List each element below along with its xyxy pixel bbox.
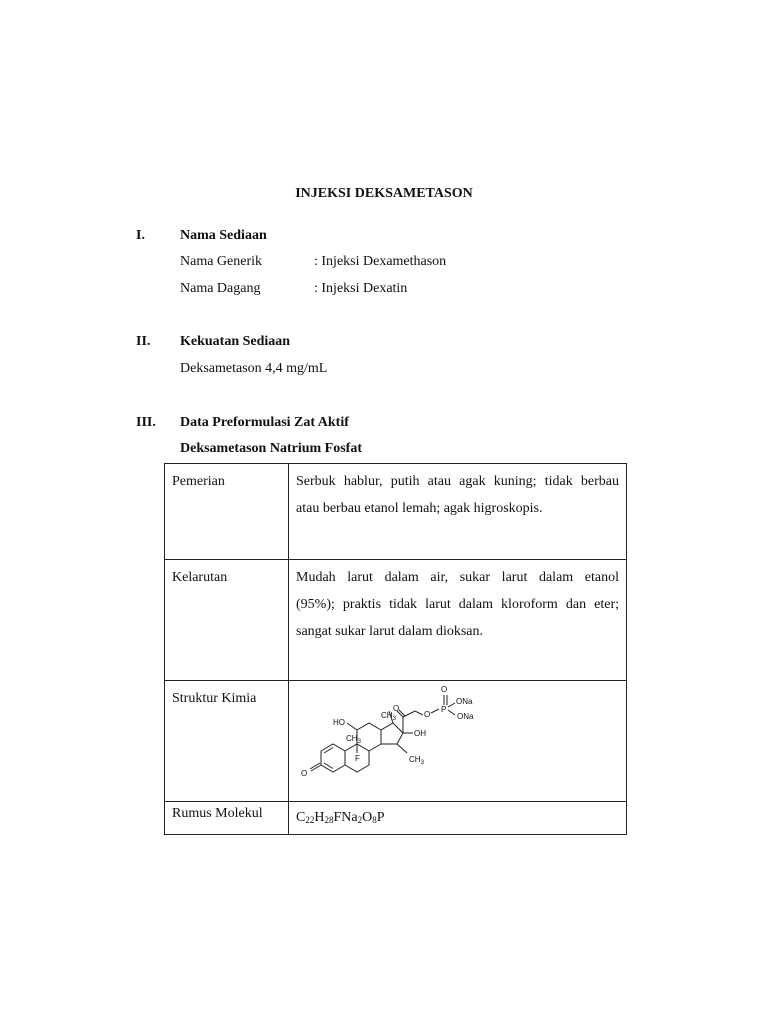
section-number-2: II. bbox=[136, 334, 151, 349]
row-label-pemerian: Pemerian bbox=[165, 464, 289, 560]
section-number-1: I. bbox=[136, 228, 145, 243]
section-number-3: III. bbox=[136, 415, 156, 430]
section-subheading-active-substance: Deksametason Natrium Fosfat bbox=[180, 441, 362, 456]
text-line: (95%); praktis tidak larut dalam kloroform dan eter; bbox=[296, 597, 619, 612]
text-line: sangat sukar larut dalam dioksan. bbox=[296, 624, 484, 639]
table-row bbox=[165, 802, 627, 835]
atom-label: O bbox=[393, 704, 400, 713]
row-value-pemerian bbox=[289, 464, 627, 560]
text-line: Serbuk hablur, putih atau agak kuning; tidak berbau bbox=[296, 474, 619, 489]
text-line: atau berbau etanol lemah; agak higroskopis. bbox=[296, 501, 543, 516]
row-value-kelarutan bbox=[289, 560, 627, 681]
table-row bbox=[165, 464, 627, 560]
atom-label: O bbox=[301, 769, 308, 778]
atom-label: $CH_3$ bbox=[409, 755, 424, 766]
atom-label: $CH_3$ bbox=[381, 711, 396, 722]
section-heading-kekuatan-sediaan: Kekuatan Sediaan bbox=[180, 334, 291, 349]
atom-label: OH bbox=[414, 729, 426, 738]
field-value-nama-dagang: : Injeksi Dexatin bbox=[314, 281, 408, 296]
chemical-structure-diagram bbox=[297, 681, 497, 799]
row-label-rumus-molekul: Rumus Molekul bbox=[165, 802, 289, 835]
section-heading-data-preformulasi: Data Preformulasi Zat Aktif bbox=[180, 415, 349, 430]
row-value-struktur-kimia bbox=[289, 681, 627, 802]
preformulation-table bbox=[164, 463, 627, 835]
atom-label: P bbox=[441, 705, 447, 714]
table-row bbox=[165, 560, 627, 681]
atom-label: $CH_3$ bbox=[346, 734, 361, 745]
atom-label: O bbox=[424, 710, 431, 719]
row-label-struktur-kimia: Struktur Kimia bbox=[165, 681, 289, 802]
row-label-kelarutan: Kelarutan bbox=[165, 560, 289, 681]
text-line: Mudah larut dalam air, sukar larut dalam etanol bbox=[296, 570, 619, 585]
atom-label: ONa bbox=[456, 697, 473, 706]
field-value-nama-generik: : Injeksi Dexamethason bbox=[314, 254, 447, 269]
strength-text: Deksametason 4,4 mg/mL bbox=[180, 361, 328, 376]
molecular-formula: $C_{22}H_{28}FNa_2O_8P$ bbox=[289, 802, 627, 835]
section-heading-nama-sediaan: Nama Sediaan bbox=[180, 228, 267, 243]
table-row bbox=[165, 681, 627, 802]
page-title: INJEKSI DEKSAMETASON bbox=[295, 186, 473, 201]
atom-label: HO bbox=[333, 718, 345, 727]
atom-label: ONa bbox=[457, 712, 474, 721]
atom-label: O bbox=[441, 685, 448, 694]
field-label-nama-generik: Nama Generik bbox=[180, 254, 263, 269]
field-label-nama-dagang: Nama Dagang bbox=[180, 281, 261, 296]
atom-label: F bbox=[355, 754, 360, 763]
